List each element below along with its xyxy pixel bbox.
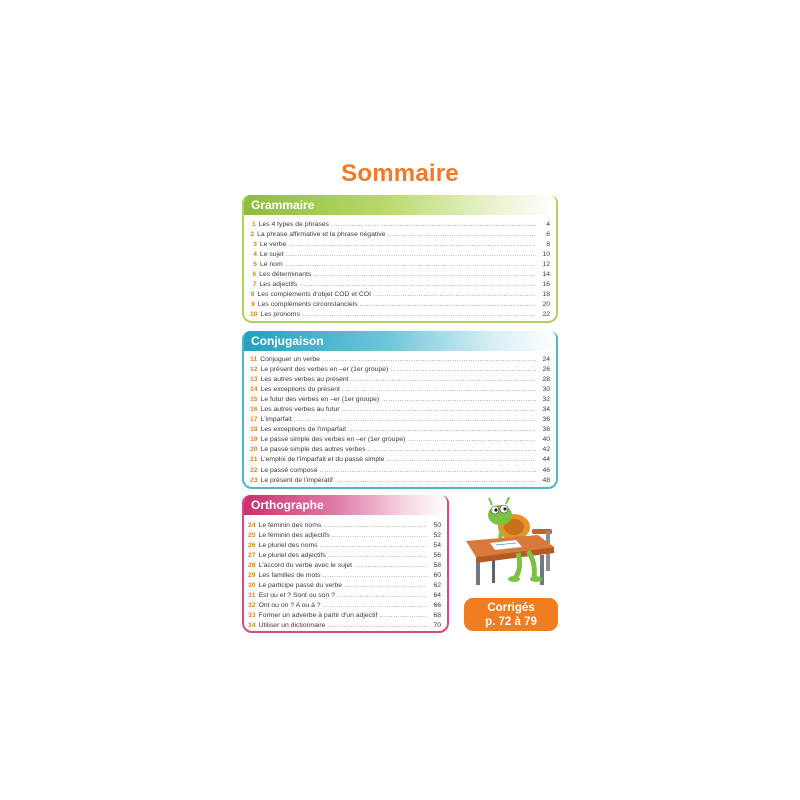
toc-entry	[250, 415, 550, 425]
toc-entry	[250, 455, 550, 465]
toc-leader-dots	[407, 435, 536, 445]
corriges-badge	[464, 598, 558, 631]
toc-entry-page: 22	[542, 311, 550, 319]
toc-list-orthographe	[244, 515, 447, 632]
toc-entry-number: 12	[250, 366, 258, 374]
toc-entry-page: 66	[433, 602, 441, 610]
toc-entry	[248, 571, 441, 581]
toc-entry-label: Le pluriel des noms	[258, 542, 318, 550]
toc-entry-number: 19	[250, 436, 258, 444]
toc-entry	[250, 365, 550, 375]
toc-entry	[250, 300, 550, 310]
toc-entry-label: Le passé simple des verbes en –er (1er groupe)	[260, 436, 406, 444]
toc-entry	[250, 290, 550, 300]
toc-entry-number: 11	[250, 356, 258, 363]
toc-entry-label: Les compléments d'objet COD et COI	[257, 291, 371, 299]
toc-leader-dots	[335, 476, 536, 486]
toc-entry-page: 30	[542, 386, 550, 394]
toc-entry	[250, 375, 550, 385]
toc-entry-page: 10	[542, 251, 550, 259]
section-grammaire	[242, 195, 558, 323]
toc-entry-label: Le futur des verbes en –er (1er groupe)	[260, 396, 380, 404]
toc-leader-dots	[342, 405, 536, 415]
toc-entry-label: Les déterminants	[259, 271, 312, 279]
toc-leader-dots	[360, 300, 536, 310]
toc-entry-number: 9	[251, 301, 255, 309]
toc-entry-label: Les adjectifs	[259, 281, 298, 289]
toc-entry-label: Les familles de mots	[258, 572, 321, 580]
toc-entry	[248, 561, 441, 571]
toc-leader-dots	[381, 395, 536, 405]
toc-entry-label: Les exceptions de l'imparfait	[260, 426, 347, 434]
toc-entry-label: Les exceptions du présent	[260, 386, 340, 394]
toc-entry-page: 8	[546, 241, 550, 249]
toc-entry-number: 32	[248, 602, 256, 610]
toc-leader-dots	[386, 455, 536, 465]
toc-entry	[250, 476, 550, 486]
toc-entry-label: L'emploi de l'imparfait et du passé simple	[260, 456, 385, 464]
toc-entry	[248, 611, 441, 621]
toc-leader-dots	[327, 621, 427, 631]
toc-leader-dots	[320, 541, 427, 551]
toc-entry	[250, 220, 550, 230]
toc-entry	[248, 531, 441, 541]
toc-entry-page: 54	[433, 542, 441, 550]
toc-entry-number: 4	[253, 251, 257, 259]
toc-entry-number: 26	[248, 542, 256, 550]
toc-entry-label: L'accord du verbe avec le sujet	[258, 562, 353, 570]
toc-entry	[250, 310, 550, 320]
toc-entry	[250, 405, 550, 415]
toc-entry	[250, 230, 550, 240]
toc-entry-number: 23	[250, 476, 258, 484]
toc-entry-label: Les autres verbes au futur	[260, 406, 340, 414]
toc-entry-label: La phrase affirmative et la phrase négative	[257, 231, 386, 239]
toc-entry-number: 20	[250, 446, 258, 454]
toc-entry-page: 32	[542, 396, 550, 404]
toc-entry-page: 64	[433, 592, 441, 600]
toc-leader-dots	[373, 290, 536, 300]
toc-entry-page: 44	[542, 456, 550, 464]
toc-leader-dots	[390, 365, 536, 375]
toc-entry-page: 28	[542, 376, 550, 384]
toc-leader-dots	[320, 466, 536, 476]
toc-leader-dots	[285, 260, 536, 270]
toc-leader-dots	[294, 415, 536, 425]
toc-entry	[248, 581, 441, 591]
toc-entry-label: Le sujet	[259, 251, 284, 259]
toc-entry-number: 2	[250, 231, 255, 239]
toc-entry-page: 56	[433, 552, 441, 560]
toc-leader-dots	[368, 445, 536, 455]
toc-entry-number: 8	[250, 291, 255, 299]
toc-entry	[250, 280, 550, 290]
toc-entry-number: 1	[251, 221, 256, 228]
toc-entry	[250, 395, 550, 405]
toc-entry-number: 17	[250, 416, 258, 424]
toc-entry	[248, 551, 441, 561]
toc-entry	[248, 521, 441, 531]
toc-entry-label: Est ou et ? Sont ou son ?	[258, 592, 335, 600]
toc-entry-label: Le passé composé	[260, 466, 318, 474]
toc-entry-page: 50	[433, 522, 441, 529]
toc-leader-dots	[313, 270, 536, 280]
toc-entry-page: 38	[542, 426, 550, 434]
toc-entry-label: Le participe passé du verbe	[258, 582, 343, 590]
toc-entry	[250, 240, 550, 250]
toc-entry-page: 6	[546, 231, 550, 239]
toc-leader-dots	[286, 250, 536, 260]
toc-entry-page: 12	[542, 261, 550, 269]
toc-entry-number: 10	[250, 311, 258, 319]
toc-entry-page: 70	[433, 622, 441, 630]
toc-entry-page: 36	[542, 416, 550, 424]
toc-entry-number: 14	[250, 386, 258, 394]
toc-entry-page: 60	[433, 572, 441, 580]
section-conjugaison	[242, 331, 558, 489]
toc-entry-page: 16	[542, 281, 550, 289]
toc-entry	[250, 466, 550, 476]
section-orthographe	[242, 495, 449, 633]
toc-entry-number: 34	[248, 622, 256, 630]
page-title: Sommaire	[341, 160, 459, 187]
toc-entry-number: 24	[248, 522, 256, 529]
toc-entry	[250, 250, 550, 260]
toc-entry-number: 22	[250, 466, 258, 474]
toc-entry-number: 21	[250, 456, 258, 464]
toc-leader-dots	[302, 310, 536, 320]
toc-entry-number: 7	[252, 281, 257, 289]
toc-entry-page: 40	[542, 436, 550, 444]
toc-entry-page: 52	[433, 532, 441, 540]
toc-leader-dots	[331, 220, 536, 230]
toc-entry-number: 27	[248, 552, 256, 560]
toc-entry-page: 58	[433, 562, 441, 570]
toc-leader-dots	[299, 280, 536, 290]
toc-entry-page: 20	[542, 301, 550, 309]
toc-entry	[250, 435, 550, 445]
toc-entry-label: Le pluriel des adjectifs	[258, 552, 326, 560]
toc-entry	[248, 601, 441, 611]
toc-leader-dots	[344, 581, 427, 591]
toc-entry	[250, 445, 550, 455]
toc-leader-dots	[348, 425, 536, 435]
section-heading-conjugaison: Conjugaison	[244, 331, 556, 351]
toc-entry	[250, 425, 550, 435]
section-heading-grammaire: Grammaire	[244, 195, 556, 215]
toc-entry-number: 16	[250, 406, 258, 414]
toc-entry-label: Le nom	[259, 261, 283, 269]
toc-entry-number: 18	[250, 426, 258, 434]
toc-entry-label: Former un adverbe à partir d'un adjectif	[258, 612, 378, 620]
toc-entry	[248, 621, 441, 631]
toc-entry	[250, 260, 550, 270]
toc-entry	[248, 541, 441, 551]
toc-leader-dots	[337, 591, 427, 601]
toc-entry-label: Le présent des verbes en –er (1er groupe)	[260, 366, 389, 374]
toc-entry-number: 25	[248, 532, 256, 540]
toc-entry-label: Les pronoms	[260, 311, 300, 319]
toc-entry-label: Les compléments circonstanciels	[257, 301, 358, 309]
toc-entry-page: 34	[542, 406, 550, 414]
toc-entry	[250, 385, 550, 395]
toc-entry-page: 46	[542, 466, 550, 474]
toc-entry-label: L'imparfait	[260, 416, 292, 424]
toc-entry-number: 31	[248, 592, 256, 600]
toc-entry-label: Le féminin des noms	[258, 522, 322, 529]
toc-leader-dots	[322, 355, 536, 365]
toc-leader-dots	[323, 601, 427, 611]
toc-entry-page: 14	[542, 271, 550, 279]
toc-leader-dots	[323, 571, 427, 581]
toc-entry-label: Utiliser un dictionnaire	[258, 622, 326, 630]
toc-leader-dots	[288, 240, 536, 250]
toc-leader-dots	[351, 375, 536, 385]
toc-entry-page: 4	[546, 221, 550, 228]
corriges-title: Corrigés	[487, 602, 535, 614]
toc-leader-dots	[379, 611, 427, 621]
toc-entry-page: 68	[433, 612, 441, 620]
toc-entry	[248, 591, 441, 601]
toc-entry-label: Le passé simple des autres verbes	[260, 446, 366, 454]
toc-entry-number: 29	[248, 572, 256, 580]
toc-entry-number: 30	[248, 582, 256, 590]
toc-list-grammaire	[244, 215, 556, 320]
toc-entry-page: 48	[542, 476, 550, 484]
toc-entry-number: 33	[248, 612, 256, 620]
toc-entry-label: Les autres verbes au présent	[260, 376, 349, 384]
toc-entry-number: 6	[252, 271, 257, 279]
toc-entry	[250, 355, 550, 365]
toc-leader-dots	[354, 561, 427, 571]
toc-entry-number: 13	[250, 376, 258, 384]
toc-leader-dots	[328, 551, 427, 561]
toc-entry-label: Conjuguer un verbe	[260, 356, 320, 363]
toc-entry-number: 15	[250, 396, 258, 404]
toc-entry-number: 3	[253, 241, 257, 249]
toc-entry-page: 18	[542, 291, 550, 299]
toc-list-conjugaison	[244, 351, 556, 486]
corriges-pages: p. 72 à 79	[485, 616, 537, 628]
toc-leader-dots	[387, 230, 536, 240]
toc-entry-label: Les 4 types de phrases	[258, 221, 329, 228]
mascot-at-desk-illustration	[462, 497, 562, 592]
toc-entry-number: 5	[253, 261, 257, 269]
toc-leader-dots	[332, 531, 427, 541]
toc-entry-page: 62	[433, 582, 441, 590]
toc-leader-dots	[342, 385, 536, 395]
toc-entry-page: 24	[542, 356, 550, 363]
toc-entry-label: Ont ou on ? A ou à ?	[258, 602, 321, 610]
toc-leader-dots	[323, 521, 427, 531]
toc-entry	[250, 270, 550, 280]
toc-entry-label: Le verbe	[259, 241, 287, 249]
section-heading-orthographe: Orthographe	[244, 495, 447, 515]
toc-entry-number: 28	[248, 562, 256, 570]
toc-entry-page: 42	[542, 446, 550, 454]
toc-entry-label: Le féminin des adjectifs	[258, 532, 330, 540]
toc-entry-label: Le présent de l'impératif	[260, 476, 333, 484]
toc-entry-page: 26	[542, 366, 550, 374]
